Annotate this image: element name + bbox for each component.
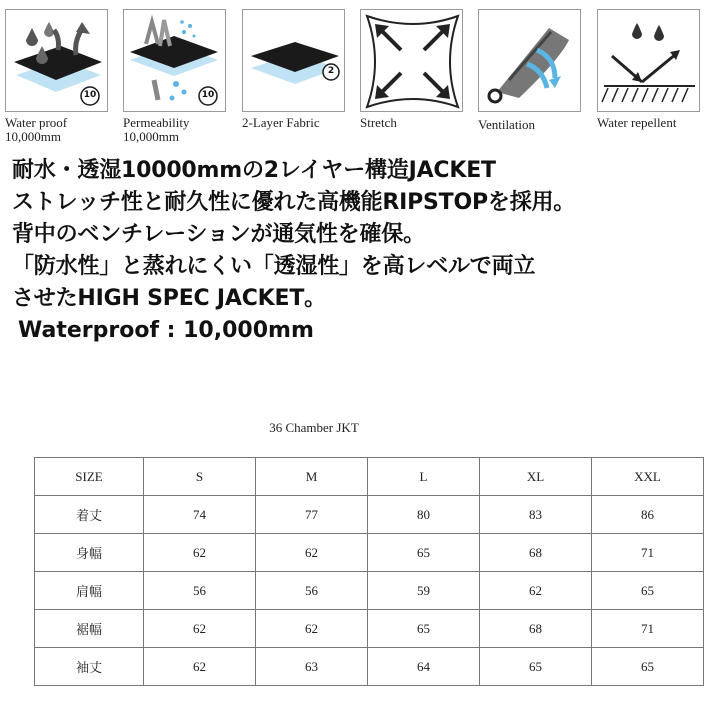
table-cell: 86 bbox=[592, 496, 704, 534]
permeability-label: Permeability 10,000mm bbox=[123, 115, 190, 144]
table-cell: 65 bbox=[368, 610, 480, 648]
table-cell: 62 bbox=[256, 610, 368, 648]
table-cell: 71 bbox=[592, 610, 704, 648]
ventilation-icon bbox=[478, 9, 581, 112]
water-proof-icon bbox=[5, 9, 108, 112]
row-label: 裾幅 bbox=[35, 610, 144, 648]
permeability-badge: 10 bbox=[201, 90, 215, 100]
description-line: させたHIGH SPEC JACKET。 bbox=[12, 286, 326, 311]
permeability-icon bbox=[123, 9, 226, 112]
feature-two-layer-fabric bbox=[242, 9, 345, 130]
water-repellent-icon bbox=[597, 9, 700, 112]
header-cell: S bbox=[144, 458, 256, 496]
two-layer-fabric-icon bbox=[242, 9, 345, 112]
description-line: ストレッチ性と耐久性に優れた高機能RIPSTOPを採用。 bbox=[12, 190, 576, 215]
size-table bbox=[34, 457, 704, 686]
header-cell: L bbox=[368, 458, 480, 496]
header-cell: M bbox=[256, 458, 368, 496]
table-cell: 71 bbox=[592, 534, 704, 572]
water-proof-label: Water proof 10,000mm bbox=[5, 115, 68, 144]
description-line: 背中のベンチレーションが通気性を確保。 bbox=[12, 222, 425, 247]
table-cell: 74 bbox=[144, 496, 256, 534]
water-proof-badge: 10 bbox=[83, 90, 97, 100]
feature-stretch bbox=[360, 9, 463, 130]
table-cell: 68 bbox=[480, 534, 592, 572]
table-cell: 56 bbox=[256, 572, 368, 610]
feature-icons bbox=[0, 0, 710, 150]
description-line: 「防水性」と蒸れにくい「透湿性」を高レベルで両立 bbox=[12, 254, 536, 279]
two-layer-badge: 2 bbox=[327, 66, 335, 76]
header-cell: SIZE bbox=[35, 458, 144, 496]
table-cell: 62 bbox=[256, 534, 368, 572]
table-row bbox=[35, 496, 704, 534]
table-row bbox=[35, 648, 704, 686]
table-cell: 62 bbox=[144, 534, 256, 572]
table-cell: 62 bbox=[480, 572, 592, 610]
table-cell: 62 bbox=[144, 648, 256, 686]
header-cell: XL bbox=[480, 458, 592, 496]
table-row bbox=[35, 572, 704, 610]
table-cell: 56 bbox=[144, 572, 256, 610]
table-cell: 63 bbox=[256, 648, 368, 686]
feature-permeability bbox=[123, 9, 226, 144]
two-layer-fabric-label: 2-Layer Fabric bbox=[242, 115, 320, 130]
table-cell: 83 bbox=[480, 496, 592, 534]
feature-ventilation bbox=[478, 9, 581, 132]
table-cell: 77 bbox=[256, 496, 368, 534]
table-row bbox=[35, 610, 704, 648]
description-line: 耐水・透湿10000mmの2レイヤー構造JACKET bbox=[12, 158, 496, 183]
table-cell: 64 bbox=[368, 648, 480, 686]
table-cell: 59 bbox=[368, 572, 480, 610]
size-table-title: 36 Chamber JKT bbox=[269, 420, 359, 435]
row-label: 袖丈 bbox=[35, 648, 144, 686]
water-repellent-label: Water repellent bbox=[597, 115, 677, 130]
stretch-label: Stretch bbox=[360, 115, 397, 130]
table-cell: 68 bbox=[480, 610, 592, 648]
table-cell: 80 bbox=[368, 496, 480, 534]
feature-water-repellent bbox=[597, 9, 700, 130]
row-label: 身幅 bbox=[35, 534, 144, 572]
table-cell: 65 bbox=[592, 648, 704, 686]
table-cell: 65 bbox=[480, 648, 592, 686]
product-description bbox=[12, 155, 702, 347]
header-cell: XXL bbox=[592, 458, 704, 496]
size-table-header bbox=[35, 458, 704, 496]
table-cell: 62 bbox=[144, 610, 256, 648]
ventilation-label: Ventilation bbox=[478, 117, 536, 132]
table-cell: 65 bbox=[368, 534, 480, 572]
row-label: 肩幅 bbox=[35, 572, 144, 610]
stretch-icon bbox=[360, 9, 463, 112]
row-label: 着丈 bbox=[35, 496, 144, 534]
waterproof-spec: Waterproof : 10,000mm bbox=[18, 318, 314, 343]
feature-water-proof bbox=[5, 9, 108, 144]
table-row bbox=[35, 534, 704, 572]
table-cell: 65 bbox=[592, 572, 704, 610]
